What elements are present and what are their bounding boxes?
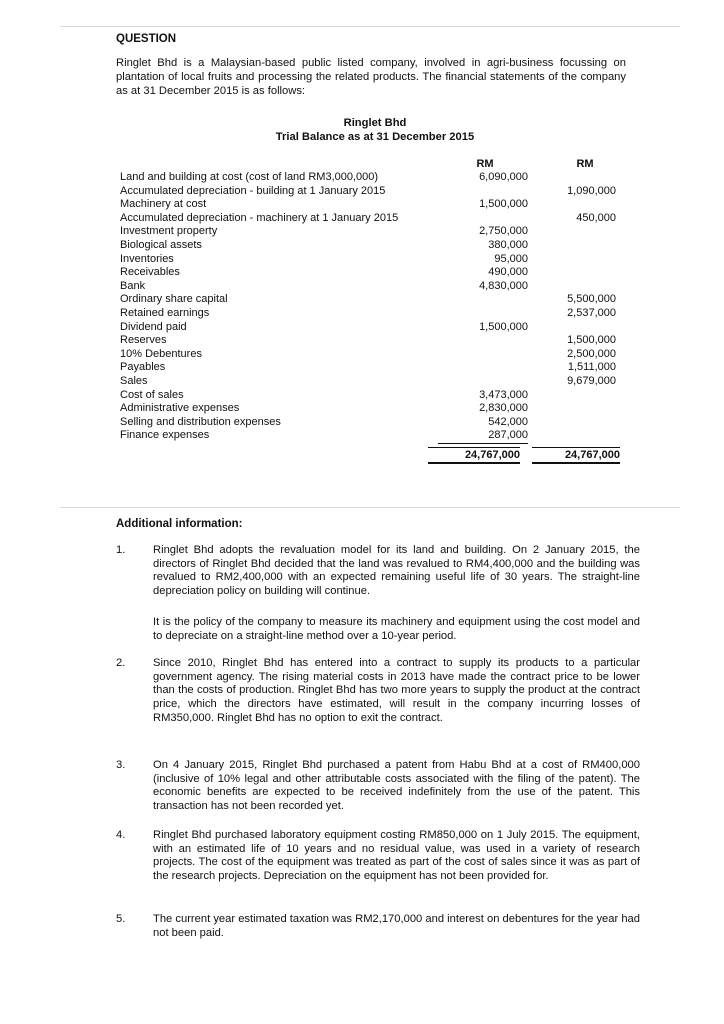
intro-paragraph: Ringlet Bhd is a Malaysian-based public listed company, involved in agri-business focussing on plantation of local fruits and processing the related products. The financial statements of the company as at 31 December 2015 is as follows: (116, 57, 626, 97)
debit-column-header: RM (476, 158, 494, 170)
trial-balance-company: Ringlet Bhd (343, 117, 407, 129)
item-number: 3. (116, 759, 126, 771)
credit-amount: 2,537,000 (567, 307, 616, 319)
credit-amount: 1,511,000 (567, 361, 616, 374)
section-divider (60, 507, 680, 508)
account-label: Inventories (120, 252, 174, 265)
table-row (120, 348, 620, 362)
credit-amount: 450,000 (576, 211, 616, 224)
account-label: Bank (120, 279, 146, 292)
item-paragraph: The current year estimated taxation was RM2,170,000 and interest on debentures for the year had not been paid. (153, 913, 640, 939)
table-row (120, 307, 620, 321)
account-label: Ordinary share capital (120, 293, 228, 306)
debit-amount: 2,830,000 (479, 402, 528, 415)
table-row (120, 389, 620, 403)
debit-amount: 2,750,000 (479, 225, 528, 238)
debit-amount: 1,500,000 (479, 198, 528, 211)
question-heading: QUESTION (116, 33, 177, 45)
table-row (120, 375, 620, 389)
item-paragraph: On 4 January 2015, Ringlet Bhd purchased a patent from Habu Bhd at a cost of RM400,000 (inclusive of 10% legal and other attributable costs associated with the filing of the patent). The economic benefits are expected to be received indefinitely from the use of the patent. This transaction has not been recorded yet. (153, 759, 640, 813)
debit-amount: 6,090,000 (479, 171, 528, 183)
trial-balance-title: Trial Balance as at 31 December 2015 (275, 131, 475, 143)
credit-amount: 2,500,000 (567, 347, 616, 360)
debit-amount: 542,000 (488, 415, 528, 428)
credit-amount: 5,500,000 (567, 293, 616, 306)
credit-column-header: RM (576, 158, 594, 170)
table-row (120, 253, 620, 267)
debit-amount: 380,000 (488, 239, 528, 251)
table-row (120, 293, 620, 307)
account-label: Reserves (120, 334, 167, 347)
account-label: Sales (120, 375, 148, 387)
account-label: Selling and distribution expenses (120, 415, 281, 428)
table-row (120, 402, 620, 416)
table-row (120, 185, 620, 199)
account-label: Payables (120, 361, 166, 374)
table-row (120, 212, 620, 226)
account-label: 10% Debentures (120, 347, 202, 360)
total-debit: 24,767,000 (428, 447, 520, 464)
account-label: Investment property (120, 225, 218, 238)
debit-amount: 4,830,000 (479, 279, 528, 292)
account-label: Finance expenses (120, 429, 210, 442)
item-paragraph: Ringlet Bhd adopts the revaluation model for its land and building. On 2 January 2015, the directors of Ringlet Bhd decided that the land was revalued to RM4,400,000 and the building was revalued to RM2,400,000 with an expected remaining useful life of 30 years. The straight-line depreciation policy on building will continue. (153, 544, 640, 598)
top-divider (60, 26, 680, 27)
debit-amount: 95,000 (494, 252, 528, 265)
table-row (120, 266, 620, 280)
item-paragraph: It is the policy of the company to measure its machinery and equipment using the cost model and to depreciate on a straight-line method over a 10-year period. (153, 616, 640, 642)
item-number: 4. (116, 829, 126, 841)
account-label: Accumulated depreciation - machinery at 1 January 2015 (120, 211, 399, 224)
additional-info-heading: Additional information: (116, 518, 243, 530)
debit-amount: 1,500,000 (479, 320, 528, 333)
item-paragraph: Since 2010, Ringlet Bhd has entered into a contract to supply its products to a particular government agency. The rising material costs in 2013 have made the contract price to be lower than the costs of production. Ringlet Bhd has two more years to supply the product at the contract price, which the directors have estimated, will result in the company incurring losses of RM350,000. Ringlet Bhd has no option to exit the contract. (153, 657, 640, 724)
debit-amount: 490,000 (488, 266, 528, 279)
table-row (120, 239, 620, 253)
account-label: Retained earnings (120, 307, 210, 319)
debit-amount: 287,000 (438, 429, 528, 444)
account-label: Administrative expenses (120, 402, 240, 415)
table-row (120, 198, 620, 212)
table-row (120, 321, 620, 335)
item-number: 1. (116, 544, 126, 556)
table-row (120, 334, 620, 348)
credit-amount: 1,090,000 (567, 184, 616, 197)
account-label: Accumulated depreciation - building at 1 January 2015 (120, 184, 386, 197)
credit-amount: 1,500,000 (567, 334, 616, 347)
table-row (120, 416, 620, 430)
debit-amount: 3,473,000 (479, 388, 528, 401)
item-paragraph: Ringlet Bhd purchased laboratory equipment costing RM850,000 on 1 July 2015. The equipment, with an estimated life of 10 years and no residual value, was used in a variety of research projects. The cost of the equipment was treated as part of the cost of sales since it was as part of the research projects. Depreciation on the equipment has not been provided for. (153, 829, 640, 883)
item-number: 5. (116, 913, 126, 925)
account-label: Dividend paid (120, 320, 187, 333)
item-number: 2. (116, 657, 126, 669)
account-label: Land and building at cost (cost of land RM3,000,000) (120, 171, 379, 183)
account-label: Biological assets (120, 239, 202, 251)
account-label: Cost of sales (120, 388, 184, 401)
account-label: Receivables (120, 266, 180, 279)
credit-amount: 9,679,000 (567, 375, 616, 387)
table-row (120, 361, 620, 375)
table-row (120, 429, 620, 443)
table-row (120, 280, 620, 294)
account-label: Machinery at cost (120, 198, 207, 211)
total-credit: 24,767,000 (532, 447, 620, 464)
table-row (120, 171, 620, 185)
table-row (120, 225, 620, 239)
